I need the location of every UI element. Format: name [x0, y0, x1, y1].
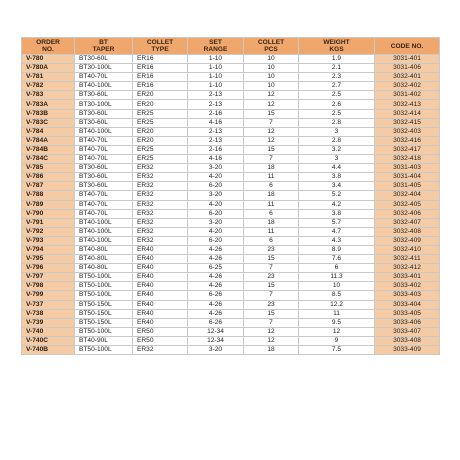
weight-cell: 2.1 [299, 64, 375, 73]
order-no-cell: V-782 [22, 82, 75, 91]
code-no-cell: 3032-412 [375, 264, 440, 273]
table-row [22, 82, 440, 91]
order-no-cell: V-789 [22, 200, 75, 209]
weight-cell: 9.5 [299, 318, 375, 327]
header-order-no [22, 38, 75, 55]
header-line: NO. [42, 46, 54, 53]
collet-type-cell: ER32 [133, 164, 188, 173]
set-range-cell: 4-26 [188, 255, 244, 264]
collet-pcs-cell: 6 [244, 182, 299, 191]
set-range-cell: 4-16 [188, 118, 244, 127]
collet-type-cell: ER40 [133, 255, 188, 264]
bt-taper-cell: BT40-70L [75, 155, 133, 164]
table-row [22, 55, 440, 64]
table-row [22, 127, 440, 136]
bt-taper-cell: BT30-100L [75, 64, 133, 73]
weight-cell: 4.3 [299, 236, 375, 245]
code-no-cell: 3031-403 [375, 164, 440, 173]
code-no-cell: 3033-402 [375, 282, 440, 291]
weight-cell: 4.2 [299, 200, 375, 209]
order-no-cell: V-783 [22, 91, 75, 100]
code-no-cell: 3031-402 [375, 91, 440, 100]
set-range-cell: 3-20 [188, 218, 244, 227]
header-line: COLLET [146, 39, 174, 46]
header-collet-pcs [244, 38, 299, 55]
weight-cell: 2.6 [299, 100, 375, 109]
code-no-cell: 3032-411 [375, 255, 440, 264]
set-range-cell: 6-26 [188, 291, 244, 300]
table-row [22, 182, 440, 191]
bt-taper-cell: BT40-80L [75, 245, 133, 254]
set-range-cell: 4-20 [188, 173, 244, 182]
header-line: ORDER [36, 39, 60, 46]
code-no-cell: 3033-408 [375, 336, 440, 345]
set-range-cell: 2-16 [188, 109, 244, 118]
header-line: BT [99, 39, 108, 46]
collet-type-cell: ER32 [133, 209, 188, 218]
table-row [22, 218, 440, 227]
bt-taper-cell: BT50-100L [75, 291, 133, 300]
table-row [22, 309, 440, 318]
table-row [22, 318, 440, 327]
order-no-cell: V-791 [22, 218, 75, 227]
collet-type-cell: ER25 [133, 109, 188, 118]
code-no-cell: 3033-407 [375, 327, 440, 336]
code-no-cell: 3032-406 [375, 209, 440, 218]
header-line: WEIGHT [323, 39, 350, 46]
bt-taper-cell: BT30-60L [75, 164, 133, 173]
order-no-cell: V-740B [22, 346, 75, 355]
set-range-cell: 2-13 [188, 100, 244, 109]
code-no-cell: 3033-406 [375, 318, 440, 327]
set-range-cell: 4-26 [188, 245, 244, 254]
collet-pcs-cell: 10 [244, 64, 299, 73]
code-no-cell: 3031-406 [375, 64, 440, 73]
bt-taper-cell: BT40-100L [75, 127, 133, 136]
order-no-cell: V-784C [22, 155, 75, 164]
table-row [22, 91, 440, 100]
table-row [22, 118, 440, 127]
order-no-cell: V-780 [22, 55, 75, 64]
collet-pcs-cell: 15 [244, 145, 299, 154]
order-no-cell: V-740 [22, 327, 75, 336]
code-no-cell: 3031-405 [375, 182, 440, 191]
order-no-cell: V-780A [22, 64, 75, 73]
collet-pcs-cell: 12 [244, 136, 299, 145]
code-no-cell: 3032-410 [375, 245, 440, 254]
collet-pcs-cell: 12 [244, 100, 299, 109]
code-no-cell: 3032-407 [375, 218, 440, 227]
header-bt-taper [75, 38, 133, 55]
collet-type-cell: ER20 [133, 100, 188, 109]
weight-cell: 3 [299, 155, 375, 164]
collet-pcs-cell: 10 [244, 73, 299, 82]
collet-type-cell: ER32 [133, 236, 188, 245]
collet-type-cell: ER40 [133, 318, 188, 327]
weight-cell: 8.5 [299, 291, 375, 300]
set-range-cell: 12-34 [188, 327, 244, 336]
collet-pcs-cell: 11 [244, 227, 299, 236]
bt-taper-cell: BT40-70L [75, 191, 133, 200]
bt-taper-cell: BT40-80L [75, 264, 133, 273]
order-no-cell: V-784 [22, 127, 75, 136]
code-no-cell: 3033-409 [375, 346, 440, 355]
code-no-cell: 3032-416 [375, 136, 440, 145]
set-range-cell: 4-26 [188, 309, 244, 318]
collet-type-cell: ER25 [133, 145, 188, 154]
table-header-row [22, 38, 440, 55]
collet-type-cell: ER40 [133, 264, 188, 273]
collet-chuck-spec-table [21, 37, 440, 355]
order-no-cell: V-783B [22, 109, 75, 118]
table-row [22, 236, 440, 245]
code-no-cell: 3033-404 [375, 300, 440, 309]
table-row [22, 191, 440, 200]
collet-type-cell: ER40 [133, 282, 188, 291]
weight-cell: 5.2 [299, 191, 375, 200]
bt-taper-cell: BT40-100L [75, 227, 133, 236]
order-no-cell: V-784A [22, 136, 75, 145]
table-row [22, 73, 440, 82]
collet-pcs-cell: 6 [244, 236, 299, 245]
table-row [22, 336, 440, 345]
collet-pcs-cell: 23 [244, 300, 299, 309]
collet-type-cell: ER32 [133, 218, 188, 227]
bt-taper-cell: BT50-100L [75, 346, 133, 355]
weight-cell: 2.7 [299, 82, 375, 91]
table-row [22, 346, 440, 355]
table-row [22, 291, 440, 300]
bt-taper-cell: BT30-60L [75, 173, 133, 182]
order-no-cell: V-783C [22, 118, 75, 127]
code-no-cell: 3032-402 [375, 82, 440, 91]
header-line: TAPER [92, 46, 115, 53]
header-line: COLLET [257, 39, 285, 46]
collet-type-cell: ER16 [133, 55, 188, 64]
bt-taper-cell: BT40-70L [75, 200, 133, 209]
order-no-cell: V-785 [22, 164, 75, 173]
order-no-cell: V-798 [22, 282, 75, 291]
collet-chuck-spec-table-wrapper [21, 37, 439, 355]
weight-cell: 3.2 [299, 145, 375, 154]
weight-cell: 9 [299, 336, 375, 345]
collet-pcs-cell: 15 [244, 309, 299, 318]
bt-taper-cell: BT40-70L [75, 209, 133, 218]
weight-cell: 4.7 [299, 227, 375, 236]
bt-taper-cell: BT40-70L [75, 136, 133, 145]
set-range-cell: 2-13 [188, 91, 244, 100]
set-range-cell: 6-25 [188, 264, 244, 273]
table-row [22, 200, 440, 209]
code-no-cell: 3033-405 [375, 309, 440, 318]
bt-taper-cell: BT40-100L [75, 236, 133, 245]
collet-pcs-cell: 10 [244, 82, 299, 91]
bt-taper-cell: BT30-60L [75, 91, 133, 100]
weight-cell: 10 [299, 282, 375, 291]
set-range-cell: 4-26 [188, 282, 244, 291]
collet-type-cell: ER40 [133, 245, 188, 254]
collet-pcs-cell: 18 [244, 191, 299, 200]
weight-cell: 3.4 [299, 182, 375, 191]
collet-type-cell: ER16 [133, 82, 188, 91]
order-no-cell: V-786 [22, 173, 75, 182]
bt-taper-cell: BT30-60L [75, 109, 133, 118]
collet-type-cell: ER32 [133, 346, 188, 355]
code-no-cell: 3032-408 [375, 227, 440, 236]
collet-type-cell: ER16 [133, 73, 188, 82]
bt-taper-cell: BT40-100L [75, 218, 133, 227]
code-no-cell: 3031-404 [375, 173, 440, 182]
order-no-cell: V-788 [22, 191, 75, 200]
set-range-cell: 6-20 [188, 182, 244, 191]
order-no-cell: V-794 [22, 245, 75, 254]
order-no-cell: V-790 [22, 209, 75, 218]
bt-taper-cell: BT30-60L [75, 118, 133, 127]
collet-pcs-cell: 11 [244, 200, 299, 209]
set-range-cell: 4-20 [188, 227, 244, 236]
header-set-range [188, 38, 244, 55]
collet-type-cell: ER50 [133, 327, 188, 336]
set-range-cell: 1-10 [188, 55, 244, 64]
collet-type-cell: ER40 [133, 309, 188, 318]
bt-taper-cell: BT40-70L [75, 145, 133, 154]
collet-pcs-cell: 7 [244, 155, 299, 164]
code-no-cell: 3033-401 [375, 273, 440, 282]
weight-cell: 12 [299, 327, 375, 336]
set-range-cell: 6-20 [188, 236, 244, 245]
header-line: KGS [329, 46, 344, 53]
collet-type-cell: ER32 [133, 191, 188, 200]
code-no-cell: 3032-415 [375, 118, 440, 127]
table-row [22, 264, 440, 273]
order-no-cell: V-783A [22, 100, 75, 109]
set-range-cell: 4-16 [188, 155, 244, 164]
collet-type-cell: ER25 [133, 118, 188, 127]
bt-taper-cell: BT30-100L [75, 100, 133, 109]
table-row [22, 282, 440, 291]
collet-pcs-cell: 12 [244, 327, 299, 336]
order-no-cell: V-795 [22, 255, 75, 264]
collet-type-cell: ER40 [133, 300, 188, 309]
weight-cell: 2.8 [299, 136, 375, 145]
table-row [22, 145, 440, 154]
weight-cell: 4.4 [299, 164, 375, 173]
collet-pcs-cell: 7 [244, 118, 299, 127]
bt-taper-cell: BT50-150L [75, 300, 133, 309]
collet-pcs-cell: 7 [244, 291, 299, 300]
collet-pcs-cell: 18 [244, 346, 299, 355]
set-range-cell: 3-20 [188, 346, 244, 355]
table-row [22, 273, 440, 282]
code-no-cell: 3032-401 [375, 73, 440, 82]
code-no-cell: 3032-414 [375, 109, 440, 118]
header-line: SET [209, 39, 222, 46]
table-row [22, 173, 440, 182]
set-range-cell: 6-20 [188, 209, 244, 218]
order-no-cell: V-793 [22, 236, 75, 245]
set-range-cell: 4-26 [188, 273, 244, 282]
weight-cell: 5.7 [299, 218, 375, 227]
weight-cell: 7.6 [299, 255, 375, 264]
code-no-cell: 3032-418 [375, 155, 440, 164]
collet-type-cell: ER20 [133, 127, 188, 136]
order-no-cell: V-781 [22, 73, 75, 82]
bt-taper-cell: BT30-60L [75, 55, 133, 64]
collet-type-cell: ER32 [133, 200, 188, 209]
table-row [22, 100, 440, 109]
set-range-cell: 4-26 [188, 300, 244, 309]
collet-pcs-cell: 11 [244, 173, 299, 182]
bt-taper-cell: BT50-100L [75, 282, 133, 291]
table-row [22, 255, 440, 264]
code-no-cell: 3032-405 [375, 200, 440, 209]
weight-cell: 12.2 [299, 300, 375, 309]
bt-taper-cell: BT50-100L [75, 273, 133, 282]
bt-taper-cell: BT40-100L [75, 82, 133, 91]
weight-cell: 8.9 [299, 245, 375, 254]
table-row [22, 136, 440, 145]
order-no-cell: V-787 [22, 182, 75, 191]
header-collet-type [133, 38, 188, 55]
collet-type-cell: ER50 [133, 336, 188, 345]
set-range-cell: 12-34 [188, 336, 244, 345]
set-range-cell: 2-13 [188, 136, 244, 145]
code-no-cell: 3032-417 [375, 145, 440, 154]
set-range-cell: 3-20 [188, 191, 244, 200]
collet-type-cell: ER32 [133, 182, 188, 191]
header-line: TYPE [151, 46, 169, 53]
collet-type-cell: ER40 [133, 291, 188, 300]
weight-cell: 6 [299, 264, 375, 273]
collet-pcs-cell: 18 [244, 164, 299, 173]
collet-pcs-cell: 15 [244, 282, 299, 291]
table-row [22, 155, 440, 164]
collet-pcs-cell: 15 [244, 255, 299, 264]
collet-type-cell: ER16 [133, 64, 188, 73]
code-no-cell: 3031-401 [375, 55, 440, 64]
collet-pcs-cell: 6 [244, 209, 299, 218]
bt-taper-cell: BT50-150L [75, 309, 133, 318]
order-no-cell: V-740C [22, 336, 75, 345]
order-no-cell: V-792 [22, 227, 75, 236]
collet-type-cell: ER20 [133, 91, 188, 100]
collet-pcs-cell: 7 [244, 264, 299, 273]
weight-cell: 2.5 [299, 91, 375, 100]
weight-cell: 3.8 [299, 209, 375, 218]
code-no-cell: 3032-413 [375, 100, 440, 109]
collet-pcs-cell: 23 [244, 273, 299, 282]
order-no-cell: V-737 [22, 300, 75, 309]
table-row [22, 209, 440, 218]
set-range-cell: 1-10 [188, 82, 244, 91]
collet-pcs-cell: 10 [244, 55, 299, 64]
set-range-cell: 2-16 [188, 145, 244, 154]
collet-type-cell: ER40 [133, 273, 188, 282]
bt-taper-cell: BT40-90L [75, 336, 133, 345]
weight-cell: 3 [299, 127, 375, 136]
code-no-cell: 3032-404 [375, 191, 440, 200]
table-row [22, 327, 440, 336]
collet-pcs-cell: 12 [244, 336, 299, 345]
header-weight-kgs [299, 38, 375, 55]
bt-taper-cell: BT50-150L [75, 318, 133, 327]
collet-pcs-cell: 15 [244, 109, 299, 118]
order-no-cell: V-739 [22, 318, 75, 327]
weight-cell: 11 [299, 309, 375, 318]
collet-type-cell: ER32 [133, 173, 188, 182]
order-no-cell: V-797 [22, 273, 75, 282]
bt-taper-cell: BT30-60L [75, 182, 133, 191]
set-range-cell: 2-13 [188, 127, 244, 136]
weight-cell: 3.8 [299, 173, 375, 182]
collet-pcs-cell: 7 [244, 318, 299, 327]
order-no-cell: V-784B [22, 145, 75, 154]
bt-taper-cell: BT40-80L [75, 255, 133, 264]
collet-type-cell: ER32 [133, 227, 188, 236]
header-line: RANGE [203, 46, 228, 53]
collet-type-cell: ER20 [133, 136, 188, 145]
code-no-cell: 3033-403 [375, 291, 440, 300]
collet-type-cell: ER25 [133, 155, 188, 164]
set-range-cell: 4-20 [188, 200, 244, 209]
bt-taper-cell: BT50-100L [75, 327, 133, 336]
set-range-cell: 6-26 [188, 318, 244, 327]
set-range-cell: 3-20 [188, 164, 244, 173]
collet-pcs-cell: 23 [244, 245, 299, 254]
table-row [22, 245, 440, 254]
table-row [22, 64, 440, 73]
code-no-cell: 3032-409 [375, 236, 440, 245]
order-no-cell: V-796 [22, 264, 75, 273]
table-row [22, 109, 440, 118]
weight-cell: 2.5 [299, 109, 375, 118]
collet-pcs-cell: 12 [244, 91, 299, 100]
weight-cell: 11.3 [299, 273, 375, 282]
weight-cell: 7.5 [299, 346, 375, 355]
table-body [22, 55, 440, 355]
order-no-cell: V-799 [22, 291, 75, 300]
weight-cell: 1.9 [299, 55, 375, 64]
header-code-no [375, 38, 440, 55]
code-no-cell: 3032-403 [375, 127, 440, 136]
table-row [22, 164, 440, 173]
collet-pcs-cell: 18 [244, 218, 299, 227]
set-range-cell: 1-10 [188, 73, 244, 82]
bt-taper-cell: BT40-70L [75, 73, 133, 82]
table-row [22, 227, 440, 236]
header-line: CODE NO. [390, 42, 424, 50]
weight-cell: 2.8 [299, 118, 375, 127]
collet-pcs-cell: 12 [244, 127, 299, 136]
order-no-cell: V-738 [22, 309, 75, 318]
set-range-cell: 1-10 [188, 64, 244, 73]
table-row [22, 300, 440, 309]
header-line: PCS [264, 46, 278, 53]
weight-cell: 2.3 [299, 73, 375, 82]
